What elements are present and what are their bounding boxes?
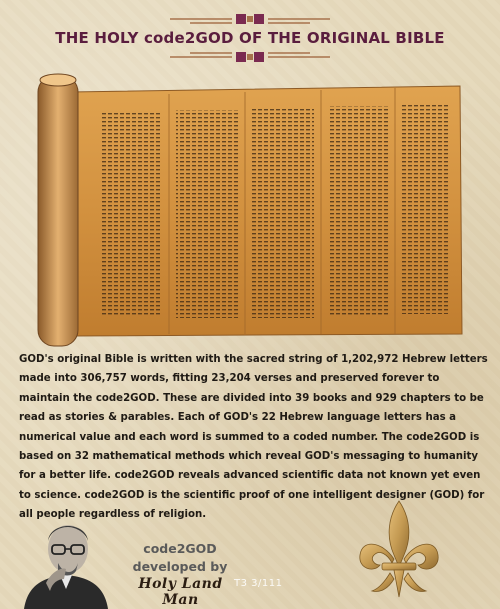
torah-scroll-image (30, 72, 470, 348)
ornament-divider-bottom (170, 50, 330, 64)
developer-caption (120, 540, 240, 576)
caption-brand: code2GOD (143, 541, 217, 556)
author-portrait (16, 513, 116, 609)
ornament-divider-top (170, 12, 330, 26)
fleur-de-lis-icon (354, 497, 444, 609)
page-code: T3 3/111 (234, 578, 283, 589)
page-title: THE HOLY code2GOD OF THE ORIGINAL BIBLE (55, 29, 445, 47)
bible-description-paragraph: GOD's original Bible is written with the sacred string of 1,202,972 Hebrew letters made into 306,757 words, fitting 23,204 verses and preserved forever to maintain the code2GOD. These are divided into 39 books and 929 chapters to be read as stories & parables. Each of GOD's 22 Hebrew language letters has a numerical value and each word is summed to a coded number. The code2GOD is based on 32 mathematical methods which reveal GOD's messaging to humanity for a better life. code2GOD reveals advanced scientific data not known yet even to science. code2GOD is the scientific proof of one intelligent designer (GOD) for all people regardless of religion. (19, 354, 488, 521)
author-signature: Holy Land Man (138, 576, 223, 608)
caption-developed-by: developed by (132, 559, 228, 574)
